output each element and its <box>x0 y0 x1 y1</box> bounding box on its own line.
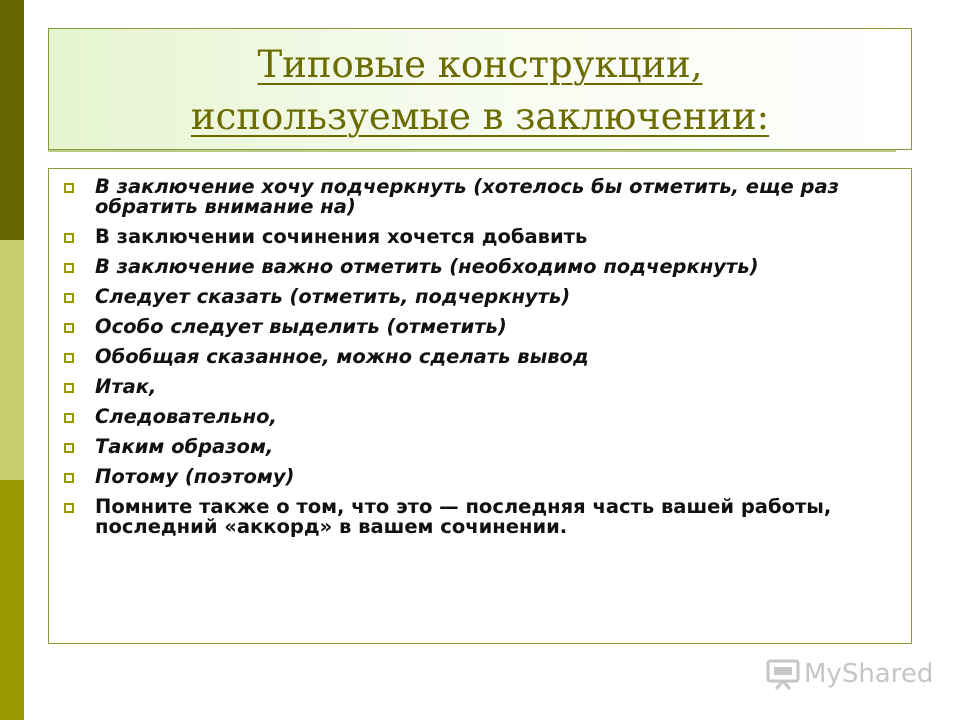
list-item-text: В заключение хочу подчеркнуть (хотелось бы отметить, еще раз обратить внимание на) <box>95 175 839 218</box>
list-item <box>49 257 911 277</box>
square-bullet-icon <box>64 413 74 423</box>
square-bullet-icon <box>64 323 74 333</box>
square-bullet-icon <box>64 263 74 273</box>
title-underline-shadow <box>48 150 896 152</box>
list-item-text: Следует сказать (отметить, подчеркнуть) <box>95 285 571 308</box>
sidebar-segment-bottom <box>0 480 24 720</box>
square-bullet-icon <box>64 473 74 483</box>
list-item <box>49 177 911 217</box>
list-item-text: В заключении сочинения хочется добавить <box>95 225 588 248</box>
title-line-2: используемые в заключении: <box>190 95 770 138</box>
phrase-list <box>49 169 911 537</box>
list-item <box>49 347 911 367</box>
list-item <box>49 467 911 487</box>
list-item <box>49 437 911 457</box>
list-item <box>49 407 911 427</box>
sidebar-segment-top <box>0 0 24 240</box>
sidebar-segment-middle <box>0 240 24 480</box>
list-item <box>49 497 911 537</box>
square-bullet-icon <box>64 443 74 453</box>
myshared-watermark <box>766 656 933 692</box>
watermark-text: MyShared <box>804 659 934 689</box>
square-bullet-icon <box>64 183 74 193</box>
square-bullet-icon <box>64 233 74 243</box>
list-item-text: Потому (поэтому) <box>95 465 295 488</box>
content-frame <box>48 168 912 644</box>
title-frame <box>48 28 912 150</box>
list-item-text: Следовательно, <box>95 405 277 428</box>
list-item-text: Помните также о том, что это — последняя часть вашей работы, последний «аккорд» в вашем сочинении. <box>95 495 832 538</box>
square-bullet-icon <box>64 353 74 363</box>
square-bullet-icon <box>64 503 74 513</box>
title-line-1: Типовые конструкции, <box>257 43 703 86</box>
list-item-text: В заключение важно отметить (необходимо подчеркнуть) <box>95 255 759 278</box>
list-item-text: Обобщая сказанное, можно сделать вывод <box>95 345 589 368</box>
presentation-board-icon <box>766 658 800 690</box>
list-item <box>49 317 911 337</box>
list-item-text: Таким образом, <box>95 435 274 458</box>
left-decorative-bar <box>0 0 24 720</box>
square-bullet-icon <box>64 293 74 303</box>
list-item <box>49 377 911 397</box>
slide-title <box>49 39 911 143</box>
list-item <box>49 287 911 307</box>
square-bullet-icon <box>64 383 74 393</box>
list-item <box>49 227 911 247</box>
list-item-text: Итак, <box>95 375 157 398</box>
list-item-text: Особо следует выделить (отметить) <box>95 315 507 338</box>
